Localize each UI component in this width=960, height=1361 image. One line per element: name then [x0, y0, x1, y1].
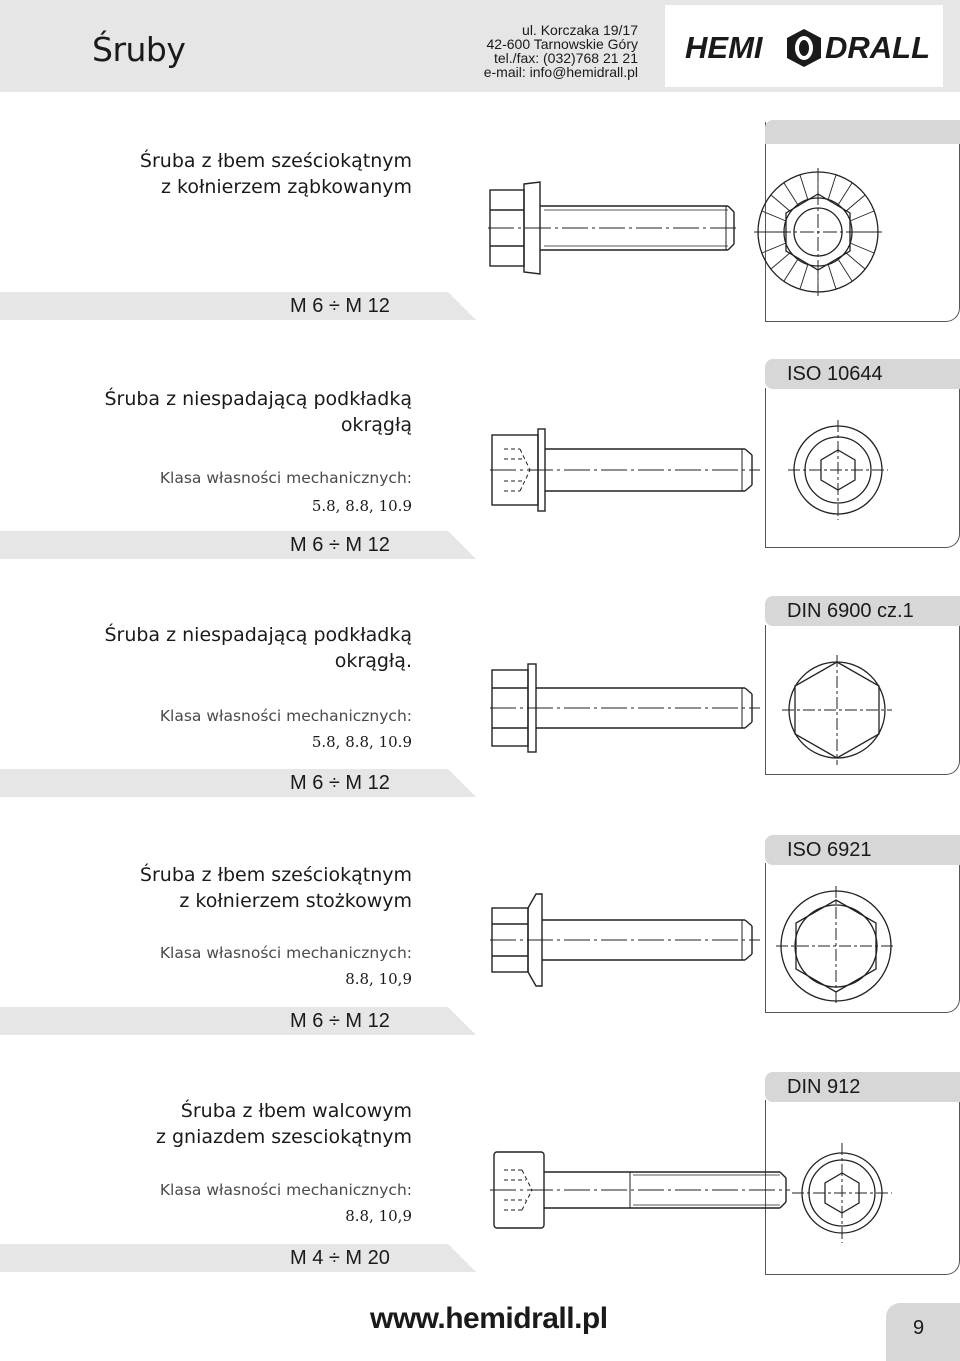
page-title: Śruby [92, 30, 186, 69]
size-bar-2 [0, 531, 480, 559]
product-title-1: Śruba z łbem sześciokątnym z kołnierzem ząbkowanym [139, 150, 412, 198]
class-values-5: 8.8, 10,9 [345, 1207, 412, 1225]
socket-top-view-5 [792, 1143, 892, 1243]
size-range-4: M 6 ÷ M 12 [290, 1010, 390, 1032]
company-logo [665, 5, 943, 87]
size-range-1: M 6 ÷ M 12 [290, 295, 390, 317]
hex-head-top-view-3 [782, 655, 892, 765]
standard-label-3: DIN 6900 cz.1 [787, 600, 914, 622]
socket-cap-screw-side-view-5 [490, 1150, 790, 1230]
class-label-4: Klasa własności mechanicznych: [159, 944, 412, 962]
page-number: 9 [913, 1317, 925, 1339]
size-bar-5 [0, 1244, 480, 1272]
standard-label-5: DIN 912 [787, 1076, 861, 1098]
standard-label-4: ISO 6921 [787, 839, 872, 861]
size-bar-1 [0, 292, 480, 320]
bolt-side-view-4 [490, 890, 760, 990]
contact-phone: tel./fax: (032)768 21 21 [494, 50, 638, 66]
size-range-3: M 6 ÷ M 12 [290, 772, 390, 794]
serrated-flange-top-view [754, 168, 882, 296]
size-range-5: M 4 ÷ M 20 [290, 1247, 390, 1269]
product-title-2: Śruba z niespadającą podkładką okrągłą [104, 388, 412, 436]
product-title-4: Śruba z łbem sześciokątnym z kołnierzem stożkowym [139, 864, 412, 912]
standard-tab-5 [765, 1072, 960, 1102]
standard-tab-empty [765, 120, 960, 144]
logo-nut-icon [783, 27, 825, 69]
class-values-2: 5.8, 8.8, 10.9 [311, 497, 412, 515]
contact-address: ul. Korczaka 19/17 [522, 22, 638, 38]
standard-label-2: ISO 10644 [787, 363, 883, 385]
product-title-3: Śruba z niespadającą podkładką okrągłą. [104, 624, 412, 672]
page-number-box [886, 1303, 960, 1361]
bolt-side-view-3 [490, 660, 760, 756]
contact-email: e-mail: info@hemidrall.pl [483, 64, 638, 80]
class-label-5: Klasa własności mechanicznych: [159, 1181, 412, 1199]
website-link[interactable]: www.hemidrall.pl [370, 1302, 608, 1335]
bolt-side-view-1 [488, 178, 738, 278]
bolt-side-view-2 [490, 425, 760, 515]
size-bar-4 [0, 1007, 480, 1035]
product-title-5: Śruba z łbem walcowym z gniazdem szesciokątnym [155, 1100, 412, 1148]
standard-tab-3 [765, 596, 960, 626]
class-label-3: Klasa własności mechanicznych: [159, 707, 412, 725]
class-values-3: 5.8, 8.8, 10.9 [311, 733, 412, 751]
size-range-2: M 6 ÷ M 12 [290, 534, 390, 556]
class-values-4: 8.8, 10,9 [345, 970, 412, 988]
flange-top-view-4 [776, 886, 896, 1006]
class-label-2: Klasa własności mechanicznych: [159, 469, 412, 487]
contact-block [425, 23, 638, 79]
logo-text-right: DRALL [825, 30, 931, 65]
contact-city: 42-600 Tarnowskie Góry [486, 36, 638, 52]
standard-tab-2 [765, 359, 960, 389]
standard-tab-4 [765, 835, 960, 865]
size-bar-3 [0, 769, 480, 797]
logo-text-left: HEMI [685, 30, 763, 65]
washer-top-view-2 [788, 420, 888, 520]
